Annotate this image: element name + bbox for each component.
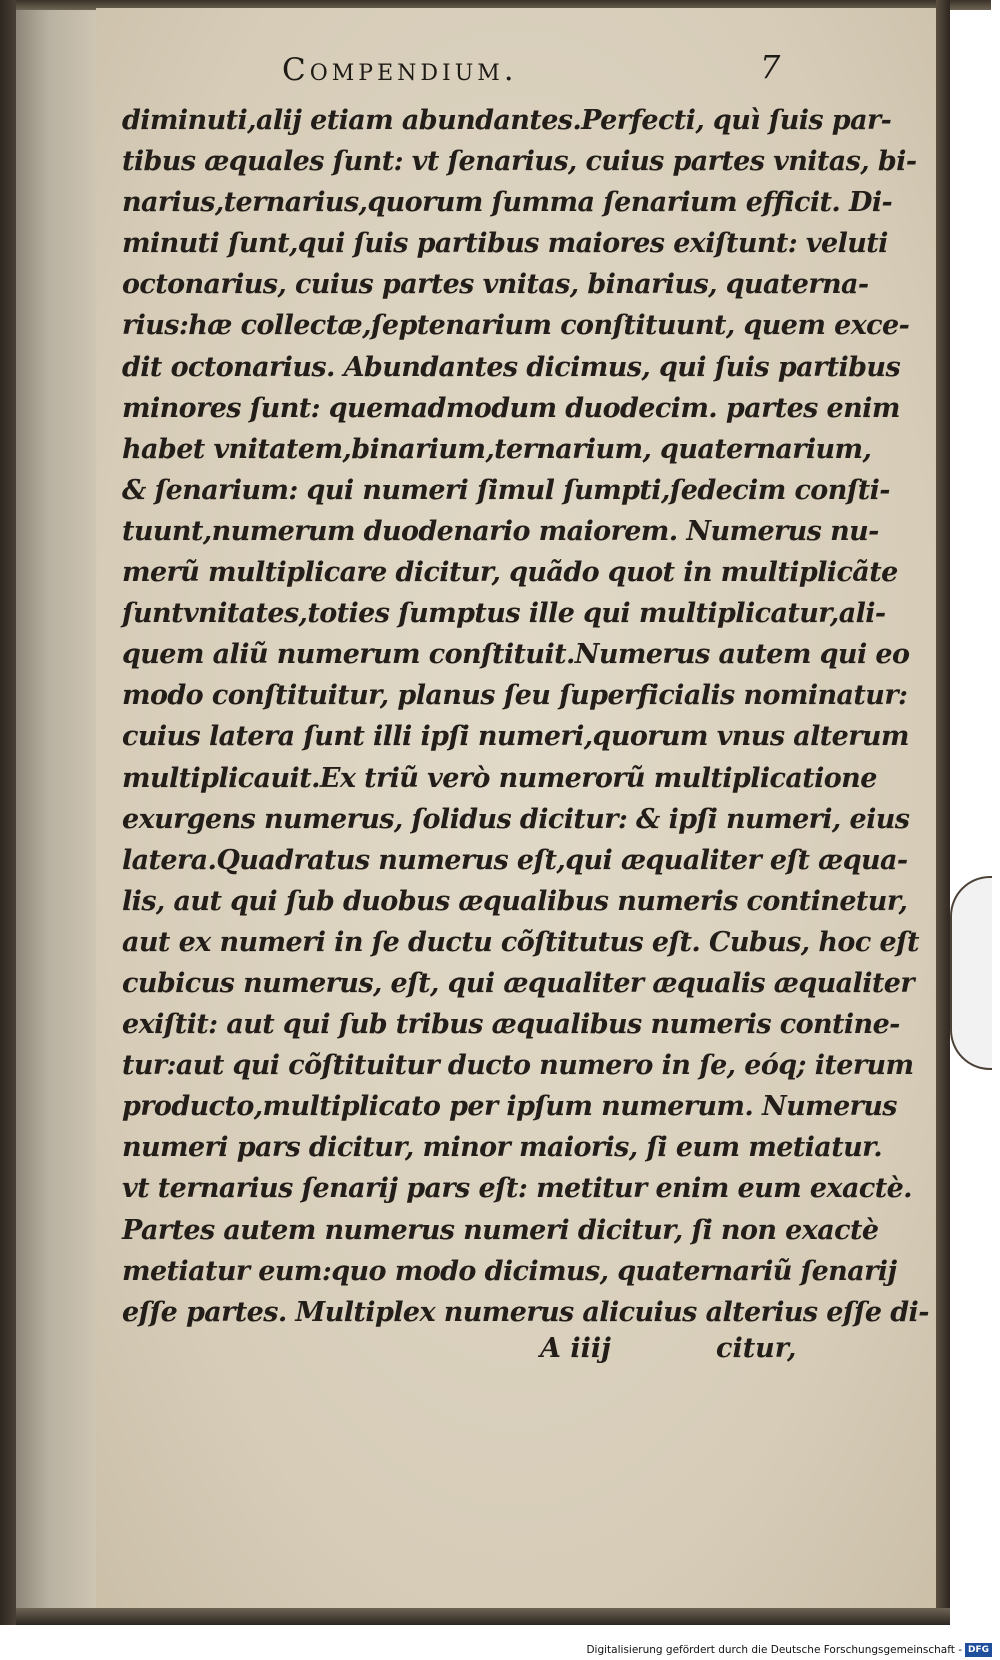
text-line: lis, aut qui ſub duobus æqualibus numeris continetur,: [122, 885, 908, 917]
text-line: exiſtit: aut qui ſub tribus æqualibus numeris contine-: [122, 1009, 900, 1041]
text-line: habet vnitatem,binarium,ternarium, quaternarium,: [122, 433, 872, 465]
bottom-cover-edge: [16, 1608, 950, 1625]
text-line: Partes autem numerus numeri dicitur, ſi non exactè: [122, 1214, 879, 1246]
text-line: diminuti,alij etiam abundantes.Perfecti, quì ſuis par-: [122, 105, 892, 136]
left-page-edge: [16, 0, 100, 1625]
text-line: latera.Quadratus numerus eſt,qui æqualiter eſt æqua-: [122, 844, 908, 876]
text-line: ſuntvnitates,toties ſumptus ille qui multiplicatur,ali-: [122, 598, 886, 630]
text-line: narius,ternarius,quorum ſumma ſenarium efficit. Di-: [122, 187, 893, 219]
text-line: producto,multiplicato per ipſum numerum. Numerus: [122, 1091, 897, 1123]
text-line: quem aliũ numerum conſtituit.Numerus autem qui eo: [122, 639, 910, 671]
text-line: numeri pars dicitur, minor maioris, ſi eum metiatur.: [122, 1132, 883, 1164]
right-book-cover: [936, 0, 950, 1625]
running-head: Compendium.: [282, 52, 518, 88]
text-line: dit octonarius. Abundantes dicimus, qui ſuis partibus: [122, 351, 901, 383]
text-line: cubicus numerus, eſt, qui æqualiter æqualis æqualiter: [122, 967, 914, 999]
text-line: & ſenarium: qui numeri ſimul ſumpti,ſedecim conſti-: [122, 474, 890, 506]
credit-text: Digitalisierung gefördert durch die Deutsche Forschungsgemeinschaft -: [586, 1644, 962, 1656]
text-line: tur:aut qui cõſtituitur ducto numero in ſe, eóq; iterum: [122, 1050, 914, 1082]
body-text: [122, 100, 929, 1333]
signature-mark: A iiij: [540, 1333, 611, 1364]
dfg-logo: DFG: [965, 1643, 992, 1657]
text-line: modo conſtituitur, planus ſeu ſuperficialis nominatur:: [122, 680, 908, 712]
text-line: rius:hæ collectæ,ſeptenarium conſtituunt, quem exce-: [122, 310, 910, 342]
text-line: minuti ſunt,qui ſuis partibus maiores exiſtunt: veluti: [122, 228, 888, 260]
text-line: metiatur eum:quo modo dicimus, quaternariũ ſenarij: [122, 1255, 897, 1287]
text-line: octonarius, cuius partes vnitas, binarius, quaterna-: [122, 269, 869, 301]
text-line: tibus æquales ſunt: vt ſenarius, cuius partes vnitas, bi-: [122, 146, 917, 178]
catchword: citur,: [716, 1333, 797, 1364]
book-clasp: [950, 876, 992, 1070]
digitization-credit: [0, 1640, 1000, 1660]
text-line: eſſe partes. Multiplex numerus alicuius alterius eſſe di-: [122, 1296, 929, 1328]
text-line: multiplicauit.Ex triũ verò numerorũ multiplicatione: [122, 762, 877, 794]
text-line: merũ multiplicare dicitur, quãdo quot in multiplicãte: [122, 557, 898, 589]
text-line: aut ex numeri in ſe ductu cõſtitutus eſt. Cubus, hoc eſt: [122, 926, 919, 958]
text-line: cuius latera ſunt illi ipſi numeri,quorum vnus alterum: [122, 721, 909, 753]
left-book-cover: [0, 0, 16, 1625]
text-line: tuunt,numerum duodenario maiorem. Numerus nu-: [122, 515, 879, 547]
text-line: exurgens numerus, ſolidus dicitur: & ipſi numeri, eius: [122, 803, 910, 835]
text-line: vt ternarius ſenarij pars eſt: metitur enim eum exactè.: [122, 1173, 912, 1205]
page-number: 7: [760, 48, 781, 86]
text-line: minores ſunt: quemadmodum duodecim. partes enim: [122, 392, 900, 424]
